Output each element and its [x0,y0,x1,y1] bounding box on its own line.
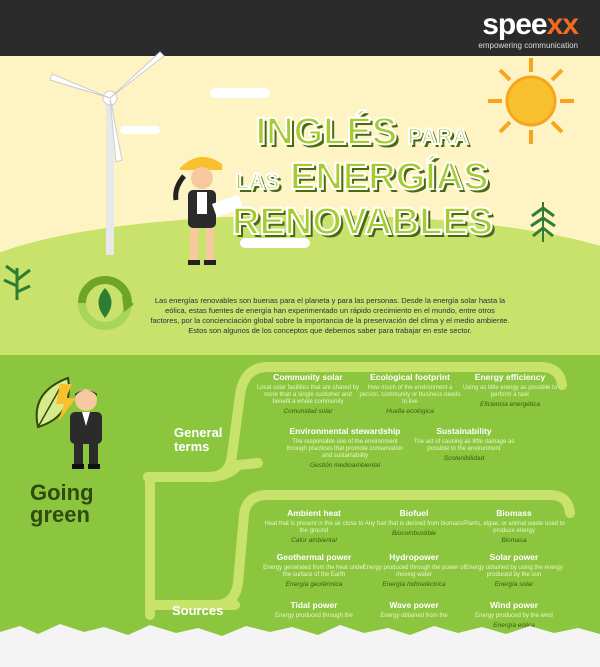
source-title: Wind power [489,600,539,610]
general-terms-line1: General [174,425,223,440]
term-title: Energy efficiency [474,372,546,382]
term-card [458,372,562,408]
going-green-line2: green [30,502,90,527]
term-description: The act of causing as little damage as possible to the environment [413,439,515,452]
intro-paragraph: Las energías renovables son buenas para el planeta y para las personas. Desde la energía solar hasta la eólica, estas fuentes de energía han experimentado un rápido crecimiento en el mundo, entre otros factores, por la concienciación global sobre la importancia de la preservación del clima y el medio ambiente. Estos son algunos de los conceptos que debemos saber para trabajar en este sector. [150,296,510,335]
source-card [262,600,366,620]
term-card [358,372,462,415]
plant-icon [2,262,32,302]
title-word-renovables: RENOVABLES [232,201,494,243]
source-card [362,600,466,620]
source-title: Biofuel [399,508,429,518]
term-spanish: Eficiencia energética [480,401,540,408]
title-word-las: LAS [235,169,280,194]
plant-icon [528,198,558,244]
source-card [462,552,566,588]
source-title: Ambient heat [287,508,341,518]
source-title: Wave power [389,600,439,610]
source-description: Energy produced through the [275,613,353,619]
source-spanish: Biomasa [501,537,527,544]
source-card [462,508,566,544]
general-terms-heading [174,426,222,454]
term-description: How much of the environment a person, community or business needs to live [359,385,461,405]
general-terms-line2: terms [174,439,210,454]
recycle-leaf-icon [70,268,140,338]
term-spanish: Huella ecológica [386,408,434,415]
term-description: Local solar facilities that are shared by more than a single customer and benefit a whole community [256,385,360,405]
source-title: Hydropower [389,552,439,562]
term-title: Community solar [273,372,343,382]
sources-heading: Sources [172,603,224,618]
logo-tagline: empowering communication [478,41,578,50]
source-description: Energy obtained by using the energy produced by the sun [465,565,563,578]
source-spanish: Energía solar [494,581,534,588]
going-green-line1: Going [30,480,94,505]
term-spanish: Gestión medioambiental [309,462,381,469]
source-spanish: Energía eólica [493,622,535,629]
title-word-ingles: INGLÉS [255,111,398,153]
source-title: Solar power [489,552,539,562]
source-spanish: Energía geotérmica [285,581,343,588]
source-spanish: Calor ambiental [291,537,337,544]
source-card [262,552,366,588]
term-card [284,426,406,469]
term-description: The responsible use of the environment through practices that promote conservation and sustainability [286,439,404,459]
going-green-heading [30,482,94,526]
source-spanish: Energía hidroeléctrica [382,581,446,588]
sun-icon [486,56,576,146]
term-title: Sustainability [436,426,492,436]
term-title: Ecological footprint [370,372,450,382]
source-description: Plants, algae, or animal waste used to produce energy [463,521,565,534]
term-spanish: Comunidad solar [283,408,333,415]
term-card [412,426,516,462]
source-description: Energy obtained from the [380,613,448,619]
source-description: Heat that is present in the air close to the ground [264,521,364,534]
source-title: Tidal power [290,600,338,610]
title-word-energias: ENERGÍAS [290,156,489,198]
source-description: Energy generated from the heat under the surface of the Earth [263,565,365,578]
source-card [262,508,366,544]
torn-paper-edge [0,618,600,667]
cloud [210,88,270,98]
source-spanish: Biocombustible [391,530,437,537]
main-title [232,112,492,242]
logo-text: spee [482,8,547,41]
source-card [362,552,466,588]
source-title: Geothermal power [276,552,352,562]
source-title: Biomass [496,508,532,518]
source-description: Any fuel that is derived from biomass [364,521,464,527]
term-title: Environmental stewardship [289,426,401,436]
title-word-para: PARA [407,124,469,149]
businessman-icon [56,386,116,472]
source-description: Energy produced by the wind [475,613,553,619]
source-card [362,508,466,537]
term-spanish: Sostenibilidad [443,455,485,462]
speexx-logo[interactable] [478,10,578,50]
logo-text-accent: xx [546,8,578,41]
source-description: Energy produced through the power of moving water [362,565,466,578]
term-description: Using as little energy as possible to perform a task [462,385,558,398]
term-card [256,372,360,415]
wind-turbine-icon [40,40,180,260]
